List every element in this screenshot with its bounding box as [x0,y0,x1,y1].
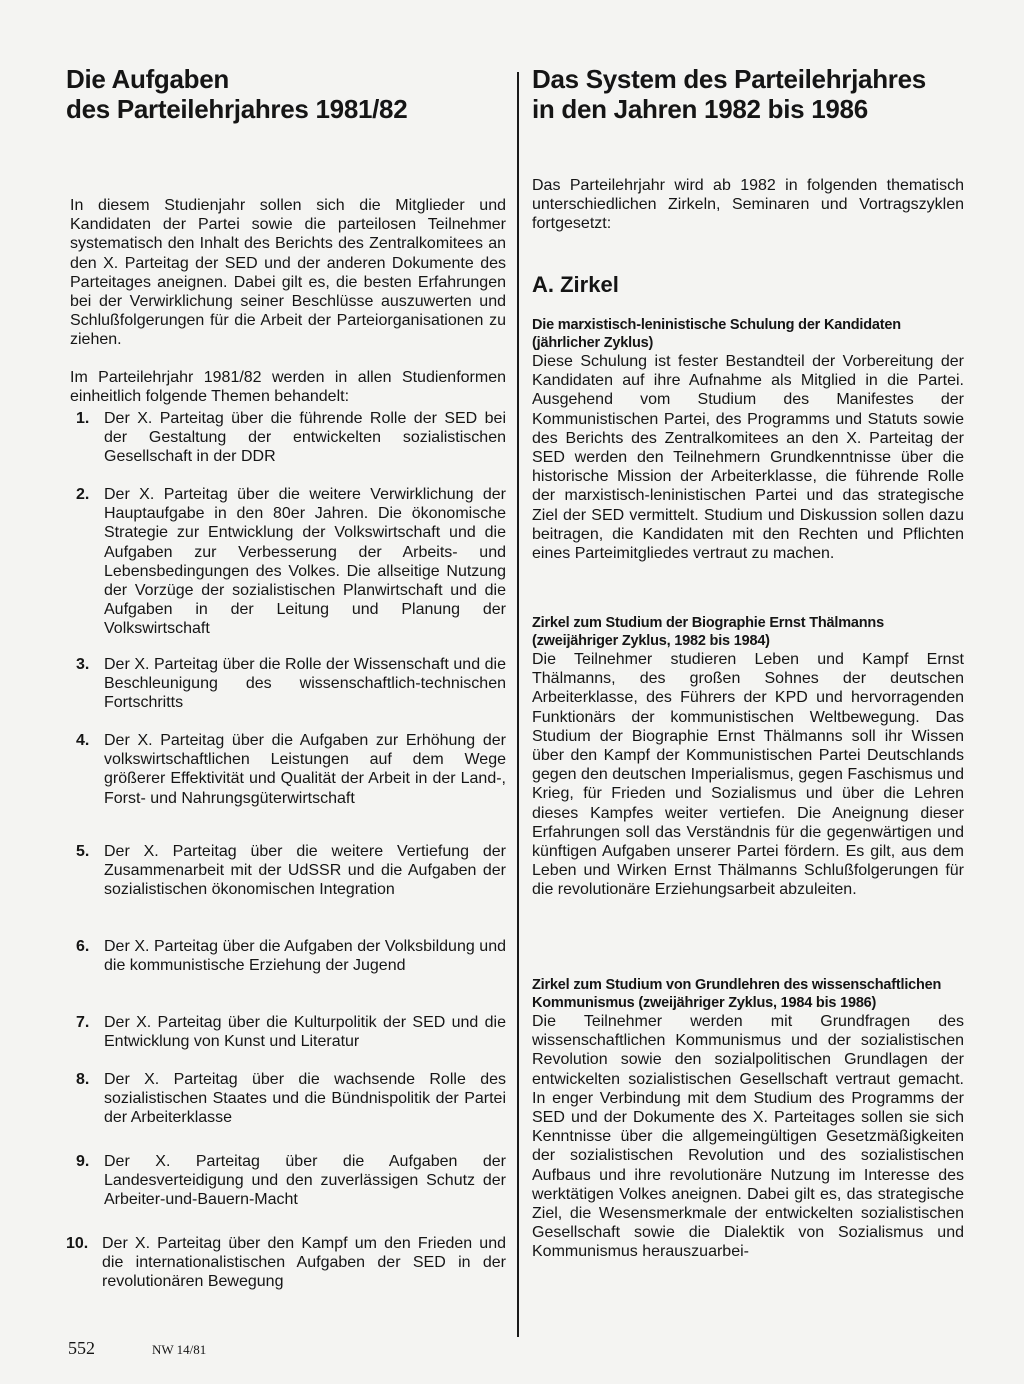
page-number: 552 [68,1338,95,1358]
zirkel-body: Diese Schulung ist fester Bestandteil der Vorbereitung der Kandidaten auf ihre Aufnahme als Mitglied in die Partei. Ausgehend vom Studium des Manifestes der Kommunistischen Partei, des Programms und Statuts sowie des Berichts des Zentralkomitees an den X. Parteitag der SED werden den Teilnehmern Grundkenntnisse über die historische Mission der Arbeiterklasse, die führende Rolle der marxistisch-leninistischen Partei und das strategische Ziel der SED vermittelt. Studium und Diskussion sollen dazu beitragen, die Kandidaten mit den Rechten und Pflichten eines Parteimitgliedes vertraut zu machen. [532,353,964,563]
right-intro-paragraph: Das Parteilehrjahr wird ab 1982 in folgenden thematisch unterschiedlichen Zirkeln, Seminaren und Vortragszyklen fortgesetzt: [532,177,964,233]
theme-item: 10. Der X. Parteitag über den Kampf um den Frieden und die internationalistischen Aufgaben der SED in der revolutionären Bewegung [66,1235,506,1291]
theme-item: 7. Der X. Parteitag über die Kulturpolitik der SED und die Entwicklung von Kunst und Literatur [76,1014,506,1051]
zirkel-heading: Zirkel zum Studium von Grundlehren des wissenschaftlichen Kommunismus (zweijähriger Zyklus, 1984 bis 1986) [532,977,942,1011]
theme-item: 1. Der X. Parteitag über die führende Rolle der SED bei der Gestaltung der entwickelten sozialistischen Gesellschaft in der DDR [76,410,506,466]
theme-item: 4. Der X. Parteitag über die Aufgaben zur Erhöhung der volkswirtschaftlichen Leistungen auf dem Wege größerer Effektivität und Qualität der Arbeit in der Land-, Forst- und Nahrungsgüterwirtschaft [76,732,506,807]
right-title: Das System des Parteilehrjahres in den Jahren 1982 bis 1986 [532,64,926,124]
zirkel-heading: Die marxistisch-leninistische Schulung der Kandidaten (jährlicher Zyklus) [532,317,901,351]
zirkel-heading: Zirkel zum Studium der Biographie Ernst Thälmanns (zweijähriger Zyklus, 1982 bis 1984) [532,615,884,649]
theme-item: 3. Der X. Parteitag über die Rolle der Wissenschaft und die Beschleunigung des wissenschaftlich-technischen Fortschritts [76,656,506,712]
zirkel-section [532,614,964,900]
theme-item: 5. Der X. Parteitag über die weitere Vertiefung der Zusammenarbeit mit der UdSSR und die Aufgaben der sozialistischen ökonomischen Integration [76,843,506,899]
theme-item: 9. Der X. Parteitag über die Aufgaben der Landesverteidigung und den zuverlässigen Schutz der Arbeiter-und-Bauern-Macht [76,1153,506,1209]
issue-label: NW 14/81 [152,1342,207,1357]
left-title: Die Aufgaben des Parteilehrjahres 1981/82 [66,64,408,124]
zirkel-section [532,976,964,1262]
right-column [532,64,964,1261]
zirkel-section [532,316,964,563]
zirkel-body: Die Teilnehmer studieren Leben und Kampf Ernst Thälmanns, des großen Sohnes der deutschen Arbeiterklasse, des Führers der KPD und hervorragenden Funktionärs der kommunistischen Weltbewegung. Das Studium der Biographie Ernst Thälmanns soll ihr Wissen über den Kampf der Kommunistischen Partei Deutschlands gegen den deutschen Imperialismus, gegen Faschismus und Krieg, für Frieden und Sozialismus und über die Lehren dieses Kampfes weiter vertiefen. Die Aneignung dieser Erfahrungen soll das Verständnis für die gegenwärtigen und künftigen Aufgaben unserer Partei fördern. Es gilt, aus dem Leben und Wirken Ernst Thälmanns Schlußfolgerungen für die revolutionäre Erziehungsarbeit abzuleiten. [532,651,964,899]
theme-item: 6. Der X. Parteitag über die Aufgaben der Volksbildung und die kommunistische Erziehung der Jugend [76,938,506,975]
column-divider [517,72,519,1337]
left-themes-intro: Im Parteilehrjahr 1981/82 werden in allen Studienformen einheitlich folgende Themen behandelt: [70,368,506,405]
theme-item: 2. Der X. Parteitag über die weitere Verwirklichung der Hauptaufgabe in den 80er Jahren. Die ökonomische Strategie zur Entwicklung der Volkswirtschaft und die Aufgaben zur Verbesserung der Arbeits- und Lebensbedingungen des Volkes. Die allseitige Nutzung der Vorzüge der sozialistischen Planwirtschaft und die Aufgaben in der Leitung und Planung der Volkswirtschaft [76,486,506,638]
theme-item: 8. Der X. Parteitag über die wachsende Rolle des sozialistischen Staates und die Bündnispolitik der Partei der Arbeiterklasse [76,1071,506,1127]
left-intro-paragraph: In diesem Studienjahr sollen sich die Mitglieder und Kandidaten der Partei sowie die parteilosen Teilnehmer systematisch den Inhalt des Berichts des Zentralkomitees an den X. Parteitag der SED und der anderen Dokumente des Parteitages aneignen. Dabei gilt es, die besten Erfahrungen bei der Verwirklichung seiner Beschlüsse auszuwerten und Schlußfolgerungen für die Arbeit der Parteiorganisationen zu ziehen. [70,197,506,349]
zirkel-body: Die Teilnehmer werden mit Grundfragen des wissenschaftlichen Kommunismus und der sozialistischen Revolution sowie den sozialpolitischen Grundlagen der entwickelten sozialistischen Gesellschaft vertraut gemacht. In enger Verbindung mit dem Studium des Programms der SED und der Dokumente des X. Parteitages sollen sie sich Kenntnisse über die allgemeingültigen Gesetzmäßigkeiten der sozialistischen Revolution und des sozialistischen Aufbaus und ihre revolutionäre Nutzung im Interesse des werktätigen Volkes aneignen. Dabei gilt es, das strategische Ziel, die Wesensmerkmale der entwickelten sozialistischen Gesellschaft sowie die Dialektik von Sozialismus und Kommunismus herauszuarbei- [532,1013,964,1261]
section-heading-zirkel: A. Zirkel [532,272,619,297]
left-column [66,64,506,406]
